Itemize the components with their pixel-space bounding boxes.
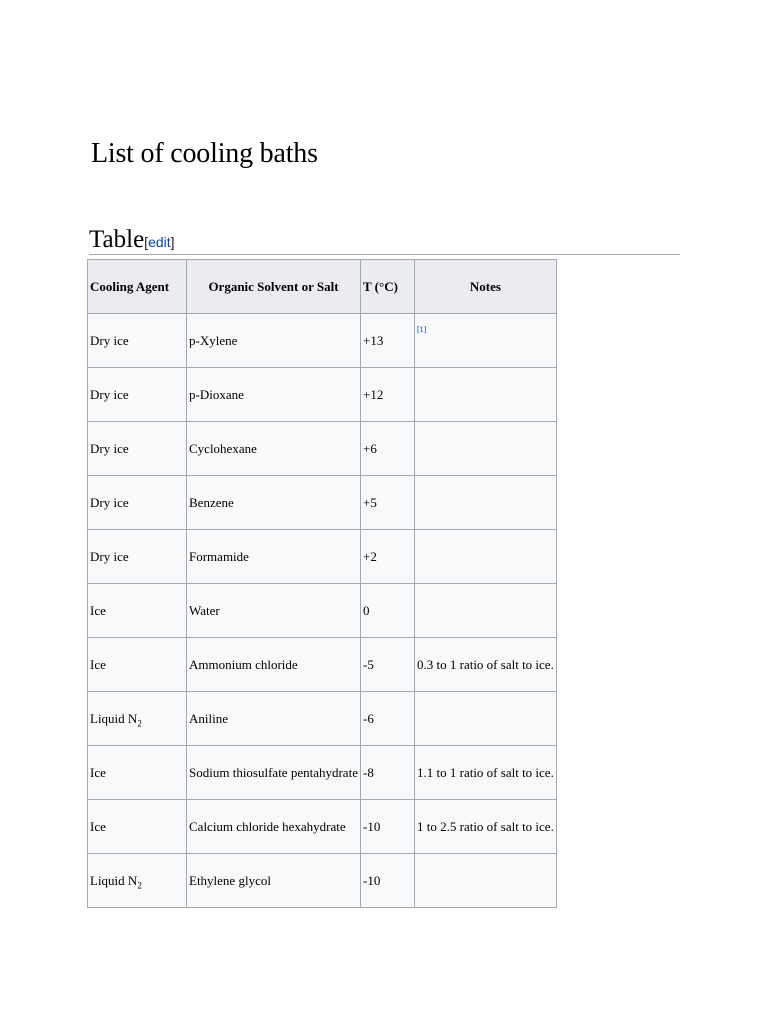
table-row <box>88 854 557 908</box>
cell-solvent: Cyclohexane <box>187 422 361 476</box>
reference-link[interactable]: [1] <box>417 324 427 334</box>
cell-solvent: p-Dioxane <box>187 368 361 422</box>
cell-temp: 0 <box>361 584 415 638</box>
cell-notes: 1 to 2.5 ratio of salt to ice. <box>415 800 557 854</box>
cell-solvent: Aniline <box>187 692 361 746</box>
cell-agent: Ice <box>88 584 187 638</box>
cell-notes <box>415 584 557 638</box>
cell-solvent: Benzene <box>187 476 361 530</box>
edit-bracket-open: [ <box>144 234 149 250</box>
table-row <box>88 584 557 638</box>
cell-solvent: Ammonium chloride <box>187 638 361 692</box>
cell-temp: -5 <box>361 638 415 692</box>
cell-temp: -10 <box>361 800 415 854</box>
cell-temp: -10 <box>361 854 415 908</box>
section-heading <box>89 225 680 255</box>
cell-solvent: Ethylene glycol <box>187 854 361 908</box>
edit-link[interactable]: edit <box>148 234 171 250</box>
edit-bracket-close: ] <box>170 234 175 250</box>
cell-solvent: Calcium chloride hexahydrate <box>187 800 361 854</box>
agent-subscript: 2 <box>137 718 142 729</box>
table-row <box>88 800 557 854</box>
cell-notes <box>415 692 557 746</box>
cell-notes <box>415 854 557 908</box>
cell-agent: Ice <box>88 800 187 854</box>
cell-notes: 0.3 to 1 ratio of salt to ice. <box>415 638 557 692</box>
table-row <box>88 368 557 422</box>
cell-agent: Ice <box>88 638 187 692</box>
cell-temp: +13 <box>361 314 415 368</box>
cell-notes <box>415 314 557 368</box>
cell-solvent: Water <box>187 584 361 638</box>
cell-agent: Ice <box>88 746 187 800</box>
cell-agent: Dry ice <box>88 368 187 422</box>
cell-notes <box>415 422 557 476</box>
cell-solvent: Formamide <box>187 530 361 584</box>
cell-notes <box>415 530 557 584</box>
table-row <box>88 692 557 746</box>
table-header-row <box>88 260 557 314</box>
table-row <box>88 638 557 692</box>
cell-temp: +2 <box>361 530 415 584</box>
cell-temp: +12 <box>361 368 415 422</box>
agent-subscript: 2 <box>137 880 142 891</box>
header-cooling-agent[interactable]: Cooling Agent <box>88 260 187 314</box>
header-notes[interactable]: Notes <box>415 260 557 314</box>
cell-agent: Dry ice <box>88 314 187 368</box>
section-title: Table <box>89 226 145 253</box>
header-temperature[interactable]: T (°C) <box>361 260 415 314</box>
cell-notes <box>415 476 557 530</box>
table-row <box>88 422 557 476</box>
cell-temp: -8 <box>361 746 415 800</box>
cell-temp: -6 <box>361 692 415 746</box>
cell-agent: Dry ice <box>88 476 187 530</box>
table-row <box>88 530 557 584</box>
table-row <box>88 314 557 368</box>
cell-agent <box>88 692 187 746</box>
cell-notes <box>415 368 557 422</box>
page-title: List of cooling baths <box>91 138 318 169</box>
cooling-baths-table <box>87 259 557 908</box>
cell-solvent: p-Xylene <box>187 314 361 368</box>
agent-text: Liquid N <box>90 710 138 726</box>
cell-solvent: Sodium thiosulfate pentahydrate <box>187 746 361 800</box>
table-row <box>88 476 557 530</box>
header-solvent[interactable]: Organic Solvent or Salt <box>187 260 361 314</box>
cell-agent: Dry ice <box>88 530 187 584</box>
agent-text: Liquid N <box>90 872 138 888</box>
cell-temp: +5 <box>361 476 415 530</box>
cell-temp: +6 <box>361 422 415 476</box>
cell-agent: Dry ice <box>88 422 187 476</box>
cell-agent <box>88 854 187 908</box>
cell-notes: 1.1 to 1 ratio of salt to ice. <box>415 746 557 800</box>
table-row <box>88 746 557 800</box>
